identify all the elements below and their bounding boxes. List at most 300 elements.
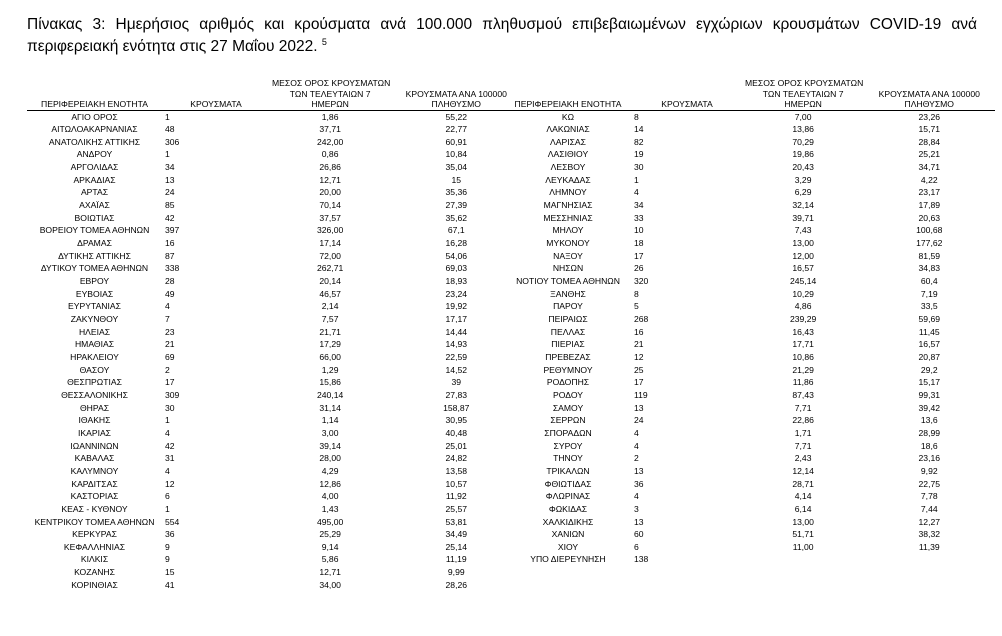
avg-7day-cell: 9,14 [321, 541, 339, 552]
unit-name-cell: ΚΕΡΚΥΡΑΣ [72, 529, 117, 540]
table-row [505, 440, 995, 453]
unit-name-cell: ΡΕΘΥΜΝΟΥ [543, 364, 593, 375]
unit-name-cell: ΒΟΡΕΙΟΥ ΤΟΜΕΑ ΑΘΗΝΩΝ [39, 225, 150, 236]
avg-7day-cell: 12,86 [319, 478, 341, 489]
table-row [27, 402, 522, 415]
avg-7day-cell: 20,14 [319, 276, 341, 287]
avg-7day-cell: 1,86 [321, 111, 339, 122]
cases-cell: 13 [634, 516, 644, 527]
table-row [505, 136, 995, 149]
unit-name-cell: ΔΥΤΙΚΟΥ ΤΟΜΕΑ ΑΘΗΝΩΝ [40, 263, 149, 274]
table-row [27, 237, 522, 250]
avg-7day-cell: 21,29 [792, 364, 814, 375]
cases-cell: 21 [165, 339, 175, 350]
table-row [505, 161, 995, 174]
unit-name-cell: ΚΕΝΤΡΙΚΟΥ ΤΟΜΕΑ ΑΘΗΝΩΝ [34, 516, 155, 527]
right-table-body [505, 110, 995, 566]
avg-7day-cell: 37,57 [319, 212, 341, 223]
per-100k-cell: 19,92 [445, 301, 468, 312]
cases-cell: 4 [165, 427, 170, 438]
unit-name-cell: ΝΟΤΙΟΥ ΤΟΜΕΑ ΑΘΗΝΩΝ [516, 276, 620, 287]
table-row [27, 351, 522, 364]
avg-7day-cell: 6,14 [794, 503, 812, 514]
table-row [27, 414, 522, 427]
per-100k-cell: 34,71 [918, 162, 941, 173]
avg-7day-cell: 28,71 [792, 478, 814, 489]
table-row [27, 110, 522, 123]
per-100k-cell: 23,16 [918, 453, 941, 464]
right-data-table [505, 78, 995, 566]
avg-7day-cell: 7,57 [321, 314, 339, 324]
cases-cell: 15 [165, 567, 175, 578]
avg-7day-cell: 66,00 [319, 351, 341, 362]
table-row [27, 553, 522, 566]
avg-7day-cell: 13,00 [792, 516, 814, 527]
per-100k-cell: 25,21 [918, 149, 941, 160]
cases-cell: 34 [634, 200, 644, 211]
table-row [505, 123, 995, 136]
unit-name-cell: ΤΗΝΟΥ [553, 453, 583, 464]
table-row [505, 110, 995, 123]
avg-7day-cell: 17,29 [319, 339, 341, 350]
per-100k-cell: 39 [451, 377, 462, 388]
cases-cell: 4 [165, 301, 170, 312]
unit-name-cell: ΑΙΤΩΛΟΑΚΑΡΝΑΝΙΑΣ [51, 124, 138, 135]
unit-name-cell: ΚΑΛΥΜΝΟΥ [70, 465, 119, 476]
cases-cell: 8 [634, 288, 639, 299]
avg-7day-cell: 20,00 [319, 187, 341, 198]
cases-cell: 49 [165, 288, 175, 299]
table-row [505, 148, 995, 161]
avg-7day-cell: 3,00 [321, 427, 339, 438]
unit-name-cell: ΦΩΚΙΔΑΣ [548, 503, 588, 514]
unit-name-cell: ΠΡΕΒΕΖΑΣ [545, 351, 591, 362]
cases-cell: 13 [165, 174, 175, 185]
per-100k-cell: 60,4 [920, 276, 938, 287]
per-100k-cell: 4,22 [920, 174, 938, 185]
cases-cell: 12 [165, 478, 175, 489]
header-cases: ΚΡΟΥΣΜΑΤΑ [162, 99, 270, 110]
avg-7day-cell: 22,86 [792, 415, 814, 426]
avg-7day-cell: 31,14 [319, 402, 341, 413]
per-100k-cell: 24,82 [445, 453, 468, 464]
table-row [27, 250, 522, 263]
table-row [505, 414, 995, 427]
unit-name-cell: ΝΗΣΩΝ [552, 263, 584, 274]
per-100k-cell: 54,06 [445, 250, 468, 261]
avg-7day-cell: 1,14 [321, 415, 339, 426]
unit-name-cell: ΗΡΑΚΛΕΙΟΥ [70, 351, 119, 362]
cases-cell: 1 [634, 174, 639, 185]
left-data-table [27, 78, 522, 591]
avg-7day-cell: 12,71 [319, 567, 341, 578]
cases-cell: 1 [165, 149, 170, 160]
table-row [27, 566, 522, 579]
table-row [27, 186, 522, 199]
per-100k-cell: 33,5 [920, 301, 938, 312]
table-row [27, 212, 522, 225]
cases-cell: 85 [165, 200, 175, 211]
table-row [27, 503, 522, 516]
per-100k-cell: 27,83 [445, 389, 468, 400]
header-per100k-line1: ΚΡΟΥΣΜΑΤΑ ΑΝΑ 100000 [878, 88, 980, 99]
table-row [505, 490, 995, 503]
cases-cell: 5 [634, 301, 639, 312]
cases-cell: 4 [634, 427, 639, 438]
cases-cell: 19 [634, 149, 644, 160]
per-100k-cell: 35,04 [445, 162, 468, 173]
unit-name-cell: ΕΥΡΥΤΑΝΙΑΣ [68, 301, 121, 312]
cases-cell: 24 [165, 187, 175, 198]
per-100k-cell: 35,62 [445, 212, 468, 223]
unit-name-cell: ΛΕΣΒΟΥ [550, 162, 586, 173]
per-100k-cell: 15,17 [918, 377, 941, 388]
unit-name-cell: ΑΝΔΡΟΥ [76, 149, 113, 160]
cases-cell: 397 [165, 225, 180, 236]
unit-name-cell: ΧΑΝΙΩΝ [551, 529, 585, 540]
per-100k-cell: 158,87 [443, 402, 470, 413]
avg-7day-cell: 240,14 [316, 389, 344, 400]
unit-name-cell: ΞΑΝΘΗΣ [550, 288, 586, 299]
table-row [27, 174, 522, 187]
table-row [27, 376, 522, 389]
unit-name-cell: ΚΙΛΚΙΣ [80, 554, 109, 565]
table-row [27, 275, 522, 288]
per-100k-cell: 30,95 [445, 415, 468, 426]
unit-name-cell: ΘΕΣΠΡΩΤΙΑΣ [67, 377, 122, 388]
unit-name-cell: ΚΟΡΙΝΘΙΑΣ [71, 579, 118, 590]
per-100k-cell: 25,57 [445, 503, 468, 514]
avg-7day-cell: 4,14 [794, 491, 812, 502]
cases-cell: 13 [634, 465, 644, 476]
per-100k-cell: 28,84 [918, 136, 941, 147]
cases-cell: 9 [165, 541, 170, 552]
per-100k-cell: 11,45 [918, 326, 940, 337]
table-row [505, 516, 995, 529]
header-avg-line2: ΤΩΝ ΤΕΛΕΥΤΑΙΩΝ 7 [762, 88, 844, 99]
per-100k-cell: 10,57 [445, 478, 468, 489]
unit-name-cell: ΛΗΜΝΟΥ [549, 187, 587, 198]
table-row [505, 465, 995, 478]
table-row [27, 326, 522, 339]
per-100k-cell: 55,22 [445, 111, 468, 122]
avg-7day-cell: 326,00 [316, 225, 344, 236]
unit-name-cell: ΚΑΒΑΛΑΣ [74, 453, 115, 464]
table-row [505, 376, 995, 389]
per-100k-cell: 28,99 [918, 427, 941, 438]
cases-cell: 7 [165, 314, 170, 324]
per-100k-cell: 69,03 [445, 263, 468, 274]
unit-name-cell: ΙΚΑΡΙΑΣ [77, 427, 111, 438]
avg-7day-cell: 51,71 [792, 529, 814, 540]
per-100k-cell: 39,42 [918, 402, 941, 413]
cases-cell: 16 [165, 238, 175, 249]
per-100k-cell: 16,57 [918, 339, 941, 350]
per-100k-cell [863, 553, 995, 566]
avg-7day-cell: 7,43 [794, 225, 812, 236]
per-100k-cell: 60,91 [445, 136, 468, 147]
avg-7day-cell: 17,71 [792, 339, 814, 350]
cases-cell: 8 [634, 111, 639, 122]
per-100k-cell: 12,27 [918, 516, 941, 527]
table-row [505, 237, 995, 250]
table-row [505, 326, 995, 339]
unit-name-cell: ΥΠΟ ΔΙΕΡΕΥΝΗΣΗ [530, 554, 606, 565]
unit-name-cell: ΙΘΑΚΗΣ [78, 415, 111, 426]
left-table-body [27, 110, 522, 591]
cases-cell: 36 [634, 478, 644, 489]
unit-name-cell: ΔΥΤΙΚΗΣ ΑΤΤΙΚΗΣ [58, 250, 131, 261]
avg-7day-cell: 70,29 [792, 136, 814, 147]
avg-7day-cell: 4,29 [321, 465, 339, 476]
table-row [27, 478, 522, 491]
avg-7day-cell: 1,71 [794, 427, 812, 438]
cases-cell: 17 [634, 250, 644, 261]
avg-7day-cell: 19,86 [792, 149, 814, 160]
avg-7day-cell: 245,14 [789, 276, 817, 287]
per-100k-cell: 35,36 [445, 187, 468, 198]
per-100k-cell: 18,6 [920, 440, 938, 451]
table-row [27, 300, 522, 313]
footnote-marker: 5 [321, 36, 327, 47]
per-100k-cell: 27,39 [445, 200, 468, 211]
unit-name-cell: ΤΡΙΚΑΛΩΝ [546, 465, 590, 476]
cases-cell: 10 [634, 225, 644, 236]
per-100k-cell: 22,59 [445, 351, 468, 362]
avg-7day-cell: 46,57 [319, 288, 341, 299]
per-100k-cell: 17,89 [918, 200, 941, 211]
unit-name-cell: ΠΕΙΡΑΙΩΣ [548, 314, 588, 324]
table-row [505, 186, 995, 199]
avg-7day-cell: 25,29 [319, 529, 341, 540]
header-avg-line1: ΜΕΣΟΣ ΟΡΟΣ ΚΡΟΥΣΜΑΤΩΝ [272, 78, 391, 88]
avg-7day-cell: 4,00 [321, 491, 339, 502]
cases-cell: 9 [165, 554, 170, 565]
cases-cell: 6 [634, 541, 639, 552]
header-avg-line2: ΤΩΝ ΤΕΛΕΥΤΑΙΩΝ 7 [289, 88, 371, 99]
cases-cell: 87 [165, 250, 175, 261]
avg-7day-cell: 34,00 [319, 579, 341, 590]
cases-cell: 6 [165, 491, 170, 502]
per-100k-cell: 10,84 [445, 149, 468, 160]
table-row [27, 452, 522, 465]
avg-7day-cell: 2,14 [321, 301, 339, 312]
avg-7day-cell: 13,86 [792, 124, 814, 135]
table-row [505, 262, 995, 275]
table-row [27, 389, 522, 402]
unit-name-cell: ΜΥΚΟΝΟΥ [546, 238, 590, 249]
unit-name-cell: ΧΙΟΥ [557, 541, 579, 552]
table-row [505, 541, 995, 554]
table-row [27, 224, 522, 237]
avg-7day-cell: 15,86 [319, 377, 341, 388]
unit-name-cell: ΣΥΡΟΥ [553, 440, 583, 451]
table-row [505, 452, 995, 465]
unit-name-cell: ΗΜΑΘΙΑΣ [74, 339, 115, 350]
cases-cell: 4 [634, 491, 639, 502]
table-row [27, 123, 522, 136]
avg-7day-cell: 7,71 [794, 402, 812, 413]
table-row [505, 389, 995, 402]
per-100k-cell: 9,92 [920, 465, 938, 476]
per-100k-cell: 7,78 [920, 491, 938, 502]
cases-cell: 18 [634, 238, 644, 249]
per-100k-cell: 40,48 [445, 427, 468, 438]
unit-name-cell: ΧΑΛΚΙΔΙΚΗΣ [542, 516, 594, 527]
unit-name-cell: ΑΓΙΟ ΟΡΟΣ [71, 111, 118, 122]
cases-cell: 42 [165, 212, 175, 223]
per-100k-cell: 16,28 [445, 238, 468, 249]
cases-cell: 25 [634, 364, 644, 375]
cases-cell: 4 [634, 187, 639, 198]
per-100k-cell: 81,59 [918, 250, 941, 261]
avg-7day-cell: 28,00 [319, 453, 341, 464]
per-100k-cell: 13,6 [920, 415, 938, 426]
per-100k-cell: 67,1 [447, 225, 465, 236]
avg-7day-cell: 495,00 [316, 516, 344, 527]
table-row [505, 338, 995, 351]
avg-7day-cell: 6,29 [794, 187, 812, 198]
cases-cell: 138 [634, 554, 649, 565]
table-row [27, 465, 522, 478]
avg-7day-cell: 12,00 [792, 250, 814, 261]
avg-7day-cell: 87,43 [792, 389, 814, 400]
per-100k-cell: 100,68 [916, 225, 943, 236]
cases-cell: 36 [165, 529, 175, 540]
avg-7day-cell: 12,71 [319, 174, 341, 185]
cases-cell: 60 [634, 529, 644, 540]
per-100k-cell: 28,26 [445, 579, 468, 590]
avg-7day-cell: 239,29 [789, 314, 817, 324]
avg-7day-cell: 32,14 [792, 200, 814, 211]
unit-name-cell: ΕΒΡΟΥ [79, 276, 110, 287]
per-100k-cell: 177,62 [916, 238, 943, 249]
avg-7day-cell: 13,00 [792, 238, 814, 249]
per-100k-cell: 17,17 [445, 314, 468, 324]
unit-name-cell: ΑΝΑΤΟΛΙΚΗΣ ΑΤΤΙΚΗΣ [48, 136, 141, 147]
table-row [505, 364, 995, 377]
table-row [505, 275, 995, 288]
cases-cell: 4 [634, 440, 639, 451]
avg-7day-cell: 262,71 [316, 263, 344, 274]
cases-cell: 17 [165, 377, 175, 388]
cases-cell: 41 [165, 579, 175, 590]
unit-name-cell: ΡΟΔΟΥ [553, 389, 583, 400]
avg-7day-cell [743, 553, 863, 566]
cases-cell: 1 [165, 503, 170, 514]
unit-name-cell: ΚΑΡΔΙΤΣΑΣ [71, 478, 118, 489]
unit-name-cell: ΒΟΙΩΤΙΑΣ [74, 212, 115, 223]
avg-7day-cell: 10,86 [792, 351, 814, 362]
per-100k-cell: 20,87 [918, 351, 941, 362]
per-100k-cell: 7,19 [920, 288, 938, 299]
unit-name-cell: ΑΧΑΪΑΣ [79, 200, 110, 211]
per-100k-cell: 23,17 [918, 187, 941, 198]
table-row [505, 199, 995, 212]
unit-name-cell: ΦΛΩΡΙΝΑΣ [545, 491, 591, 502]
avg-7day-cell: 2,43 [794, 453, 812, 464]
unit-name-cell: ΚΩ [561, 111, 575, 122]
unit-name-cell: ΝΑΞΟΥ [553, 250, 583, 261]
avg-7day-cell: 39,14 [319, 440, 341, 451]
avg-7day-cell: 21,71 [319, 326, 341, 337]
table-row [27, 262, 522, 275]
avg-7day-cell: 16,43 [792, 326, 814, 337]
cases-cell: 12 [634, 351, 644, 362]
per-100k-cell: 20,63 [918, 212, 941, 223]
avg-7day-cell: 7,71 [794, 440, 812, 451]
cases-cell: 69 [165, 351, 175, 362]
unit-name-cell: ΖΑΚΥΝΘΟΥ [70, 314, 119, 324]
per-100k-cell: 11,19 [445, 554, 467, 565]
header-unit: ΠΕΡΙΦΕΡΕΙΑΚΗ ΕΝΟΤΗΤΑ [27, 99, 162, 110]
cases-cell: 31 [165, 453, 175, 464]
per-100k-cell: 22,75 [918, 478, 941, 489]
avg-7day-cell: 20,43 [792, 162, 814, 173]
cases-cell: 34 [165, 162, 175, 173]
table-row [505, 478, 995, 491]
per-100k-cell: 15,71 [918, 124, 941, 135]
unit-name-cell: ΣΕΡΡΩΝ [550, 415, 586, 426]
avg-7day-cell: 5,86 [321, 554, 339, 565]
table-row [505, 174, 995, 187]
header-per100k-line2: ΠΛΗΘΥΣΜΟ [390, 99, 522, 110]
cases-cell: 82 [634, 136, 644, 147]
cases-cell: 4 [165, 465, 170, 476]
unit-name-cell: ΛΕΥΚΑΔΑΣ [545, 174, 591, 185]
table-row [505, 503, 995, 516]
per-100k-cell: 11,39 [918, 541, 940, 552]
header-per100k-line2: ΠΛΗΘΥΣΜΟ [863, 99, 995, 110]
table-row [505, 224, 995, 237]
table-row [27, 516, 522, 529]
unit-name-cell: ΘΑΣΟΥ [79, 364, 110, 375]
per-100k-cell: 34,49 [445, 529, 468, 540]
table-row [505, 553, 995, 566]
header-avg-line1: ΜΕΣΟΣ ΟΡΟΣ ΚΡΟΥΣΜΑΤΩΝ [745, 78, 864, 88]
per-100k-cell: 14,44 [445, 326, 468, 337]
avg-7day-cell: 242,00 [316, 136, 344, 147]
table-row [505, 427, 995, 440]
per-100k-cell: 13,58 [445, 465, 468, 476]
caption-text: Πίνακας 3: Ημερήσιος αριθμός και κρούσματα ανά 100.000 πληθυσμού επιβεβαιωμένων εγχώριων κρουσμάτων COVID-19 ανά περιφερειακή ενότητα στις 27 Μαΐου 2022. [27, 16, 977, 55]
unit-name-cell: ΛΑΣΙΘΙΟΥ [547, 149, 589, 160]
unit-name-cell: ΠΙΕΡΙΑΣ [551, 339, 585, 350]
cases-cell: 30 [634, 162, 644, 173]
unit-name-cell: ΚΕΑΣ - ΚΥΘΝΟΥ [61, 503, 128, 514]
header-per100k-line1: ΚΡΟΥΣΜΑΤΑ ΑΝΑ 100000 [405, 88, 507, 99]
avg-7day-cell: 0,86 [321, 149, 339, 160]
avg-7day-cell: 1,29 [321, 364, 339, 375]
per-100k-cell: 18,93 [445, 276, 468, 287]
per-100k-cell: 11,92 [445, 491, 467, 502]
per-100k-cell: 25,14 [445, 541, 468, 552]
avg-7day-cell: 4,86 [794, 301, 812, 312]
per-100k-cell: 29,2 [920, 364, 938, 375]
table-row [27, 427, 522, 440]
unit-name-cell: ΚΑΣΤΟΡΙΑΣ [70, 491, 119, 502]
cases-cell: 1 [165, 111, 170, 122]
table-row [27, 313, 522, 326]
cases-cell: 33 [634, 212, 644, 223]
cases-cell: 26 [634, 263, 644, 274]
cases-cell: 306 [165, 136, 180, 147]
cases-cell: 320 [634, 276, 649, 287]
unit-name-cell: ΕΥΒΟΙΑΣ [75, 288, 114, 299]
cases-cell: 1 [165, 415, 170, 426]
unit-name-cell: ΦΘΙΩΤΙΔΑΣ [544, 478, 592, 489]
cases-cell: 309 [165, 389, 180, 400]
